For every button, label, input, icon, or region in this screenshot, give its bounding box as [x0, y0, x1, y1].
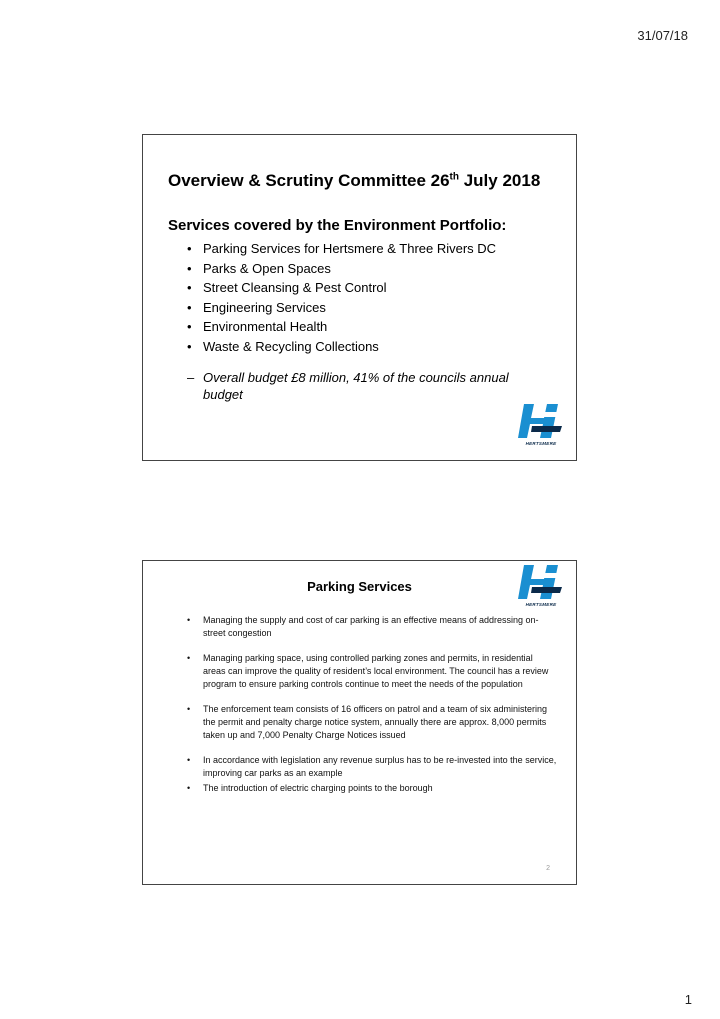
- list-item: • The enforcement team consists of 16 officers on patrol and a team of six administering the permit and penalty charge notice system, annually there are approx. 8,000 permits taken up and 7,000 Penalty Charge Notices issued: [187, 704, 548, 740]
- list-item: • Engineering Services: [187, 299, 326, 315]
- list-item: • In accordance with legislation any revenue surplus has to be re-invested into the service, improving car parks as an example: [187, 755, 557, 778]
- list-item: • Street Cleansing & Pest Control: [187, 280, 387, 295]
- slide-title: Parking Services: [307, 579, 412, 594]
- slide-overview: [142, 134, 577, 461]
- services-list: [187, 239, 496, 356]
- logo-text: HERTSMERE: [525, 602, 557, 607]
- list-item: • Managing the supply and cost of car parking is an effective means of addressing on-street congestion: [187, 615, 539, 638]
- slide-title: Overview & Scrutiny Committee 26th July 2018: [168, 171, 541, 190]
- budget-note: – Overall budget £8 million, 41% of the councils annual budget: [187, 370, 509, 402]
- parking-points-list: [187, 614, 557, 795]
- list-item: • The introduction of electric charging points to the borough: [187, 783, 433, 793]
- slide-number: 2: [546, 865, 550, 872]
- list-item: • Parks & Open Spaces: [187, 260, 331, 276]
- list-item: • Managing parking space, using controlled parking zones and permits, in residential areas can improve the quality of resident’s local environment. The council has a review program to ensure parking controls continue to meet the needs of the population: [187, 653, 549, 689]
- hertsmere-logo-icon: [518, 563, 564, 601]
- list-item: • Parking Services for Hertsmere & Three Rivers DC: [187, 241, 497, 256]
- logo-text: HERTSMERE: [525, 441, 557, 446]
- hertsmere-logo: [518, 402, 564, 448]
- slide-subtitle: Services covered by the Environment Portfolio:: [168, 217, 507, 234]
- page-date: 31/07/18: [637, 28, 688, 43]
- list-item: • Waste & Recycling Collections: [187, 338, 379, 354]
- list-item: • Environmental Health: [187, 319, 328, 334]
- hertsmere-logo-icon: [518, 402, 564, 440]
- slide-parking-services: [142, 560, 577, 885]
- page-number: 1: [684, 992, 692, 1007]
- hertsmere-logo: [518, 563, 564, 609]
